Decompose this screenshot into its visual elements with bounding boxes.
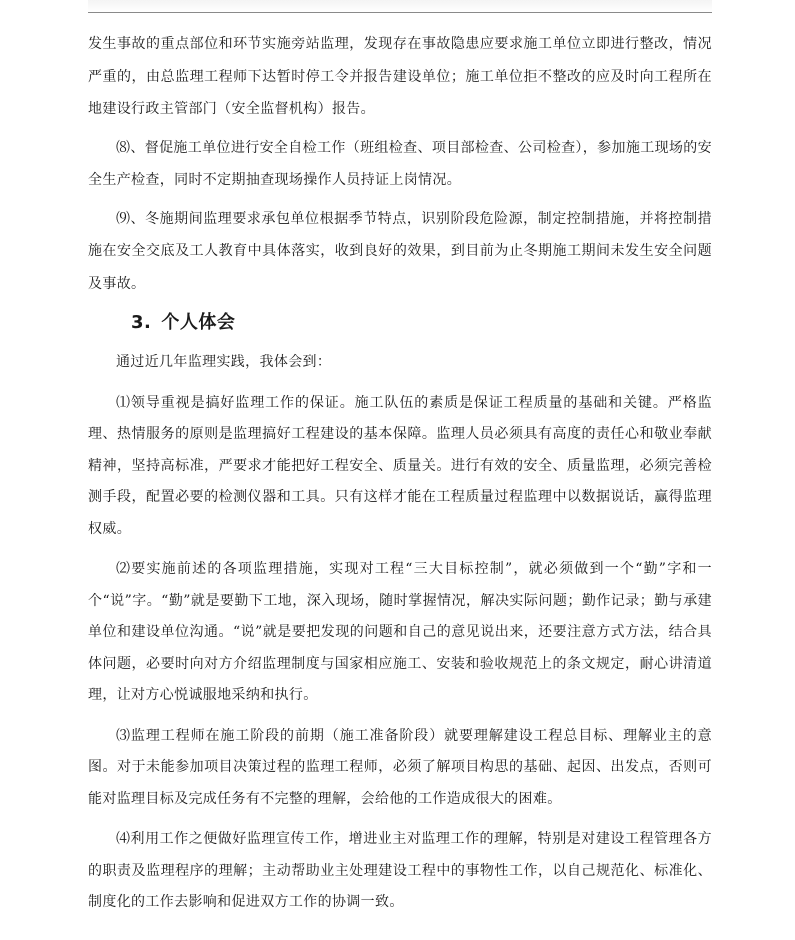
paragraph-point-1: ⑴领导重视是搞好监理工作的保证。施工队伍的素质是保证工程质量的基础和关键。严格监理、热情服务的原则是监理搞好工程建设的基本保障。监理人员必须具有高度的责任心和敬业奉献精神，坚持高标准，严要求才能把好工程安全、质量关。进行有效的安全、质量监理，必须完善检测手段，配置必要的检测仪器和工具。只有这样才能在工程质量过程监理中以数据说话，赢得监理权威。: [88, 394, 712, 537]
section-title: 个人体会: [161, 312, 236, 333]
section-number: 3.: [131, 312, 152, 333]
paragraph-point-4: ⑷利用工作之便做好监理宣传工作，增进业主对监理工作的理解，特别是对建设工程管理各方的职责及监理程序的理解；主动帮助业主处理建设工程中的事物性工作，以自己规范化、标准化、制度化的工作去影响和促进双方工作的协调一致。: [88, 831, 712, 910]
paragraph-continued: 发生事故的重点部位和环节实施旁站监理，发现存在事故隐患应要求施工单位立即进行整改，情况严重的，由总监理工程师下达暂时停工令并报告建设单位；施工单位拒不整改的应及时向工程所在地建设行政主管部门（安全监督机构）报告。: [88, 36, 712, 117]
paragraph-item-8: ⑻、督促施工单位进行安全自检工作（班组检查、项目部检查、公司检查），参加施工现场的安全生产检查，同时不定期抽查现场操作人员持证上岗情况。: [88, 139, 712, 188]
paragraph-point-3: ⑶监理工程师在施工阶段的前期（施工准备阶段）就要理解建设工程总目标、理解业主的意图。对于未能参加项目决策过程的监理工程师，必须了解项目构思的基础、起因、出发点，否则可能对监理目标及完成任务有不完整的理解，会给他的工作造成很大的困难。: [88, 727, 712, 807]
section-heading: [88, 306, 712, 340]
page-header-rule: [88, 0, 712, 13]
paragraph-item-9: ⑼、冬施期间监理要求承包单位根据季节特点，识别阶段危险源，制定控制措施，并将控制措施在安全交底及工人教育中具体落实，收到良好的效果，到目前为止冬期施工期间未发生安全问题及事故。: [88, 210, 712, 292]
paragraph-intro: 通过近几年监理实践，我体会到：: [116, 354, 332, 370]
document-page: [88, 28, 712, 919]
paragraph-point-2: ⑵要实施前述的各项监理措施，实现对工程“三大目标控制”，就必须做到一个“勤”字和一个“说”字。“勤”就是要勤下工地，深入现场，随时掌握情况，解决实际问题；勤作记录；勤与承建单位和建设单位沟通。“说”就是要把发现的问题和自己的意见说出来，还要注意方式方法，结合具体问题，必要时向对方介绍监理制度与国家相应施工、安装和验收规范上的条文规定，耐心讲清道理，让对方心悦诚服地采纳和执行。: [88, 561, 712, 703]
